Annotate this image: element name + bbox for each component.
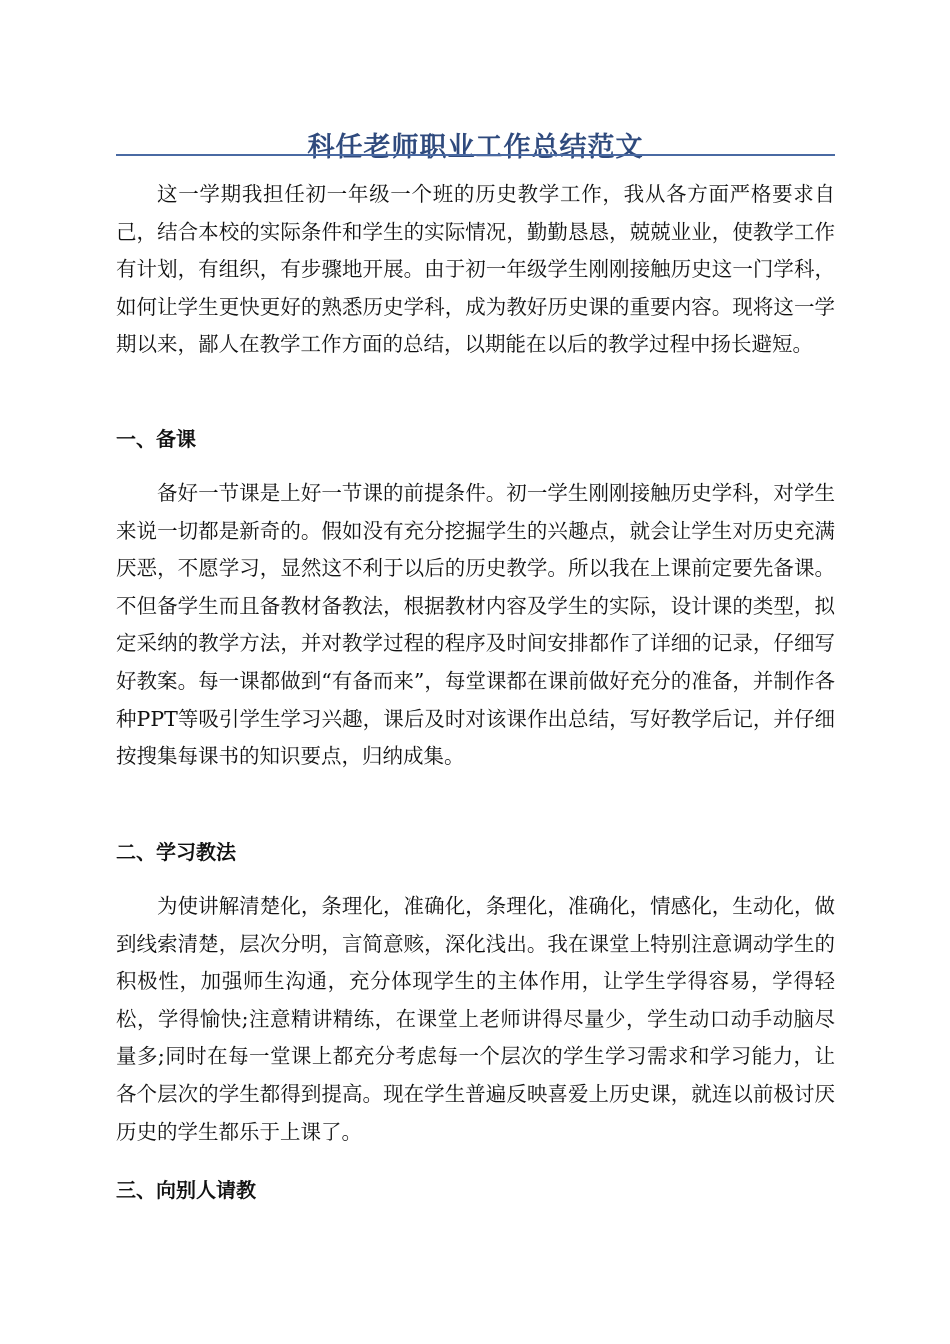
section-heading-methods: 二、学习教法 bbox=[116, 840, 236, 864]
section-body-prep: 备好一节课是上好一节课的前提条件。初一学生刚刚接触历史学科，对学生来说一切都是新奇的。假如没有充分挖掘学生的兴趣点，就会让学生对历史充满厌恶，不愿学习，显然这不利于以后的历史教学。所以我在上课前定要先备课。不但备学生而且备教材备教法，根据教材内容及学生的实际，设计课的类型，拟定采纳的教学方法，并对教学过程的程序及时间安排都作了详细的记录，仔细写好教案。每一课都做到“有备而来”，每堂课都在课前做好充分的准备，并制作各种PPT等吸引学生学习兴趣，课后及时对该课作出总结，写好教学后记，并仔细按搜集每课书的知识要点，归纳成集。 bbox=[116, 481, 835, 769]
section-heading-prep: 一、备课 bbox=[116, 427, 196, 451]
intro-paragraph: 这一学期我担任初一年级一个班的历史教学工作，我从各方面严格要求自己，结合本校的实际条件和学生的实际情况，勤勤恳恳，兢兢业业，使教学工作有计划，有组织，有步骤地开展。由于初一年级学生刚刚接触历史这一门学科，如何让学生更快更好的熟悉历史学科，成为教好历史课的重要内容。现将这一学期以来，鄙人在教学工作方面的总结，以期能在以后的教学过程中扬长避短。 bbox=[116, 182, 835, 357]
section-body-methods: 为使讲解清楚化，条理化，准确化，条理化，准确化，情感化，生动化，做到线索清楚，层次分明，言简意赅，深化浅出。我在课堂上特别注意调动学生的积极性，加强师生沟通，充分体现学生的主体作用，让学生学得容易，学得轻松，学得愉快;注意精讲精练，在课堂上老师讲得尽量少，学生动口动手动脑尽量多;同时在每一堂课上都充分考虑每一个层次的学生学习需求和学习能力，让各个层次的学生都得到提高。现在学生普遍反映喜爱上历史课，就连以前极讨厌历史的学生都乐于上课了。 bbox=[116, 894, 835, 1144]
title-underline bbox=[116, 154, 835, 156]
section-heading-consult: 三、向别人请教 bbox=[116, 1178, 256, 1202]
document-title: 科任老师职业工作总结范文 bbox=[307, 132, 644, 164]
